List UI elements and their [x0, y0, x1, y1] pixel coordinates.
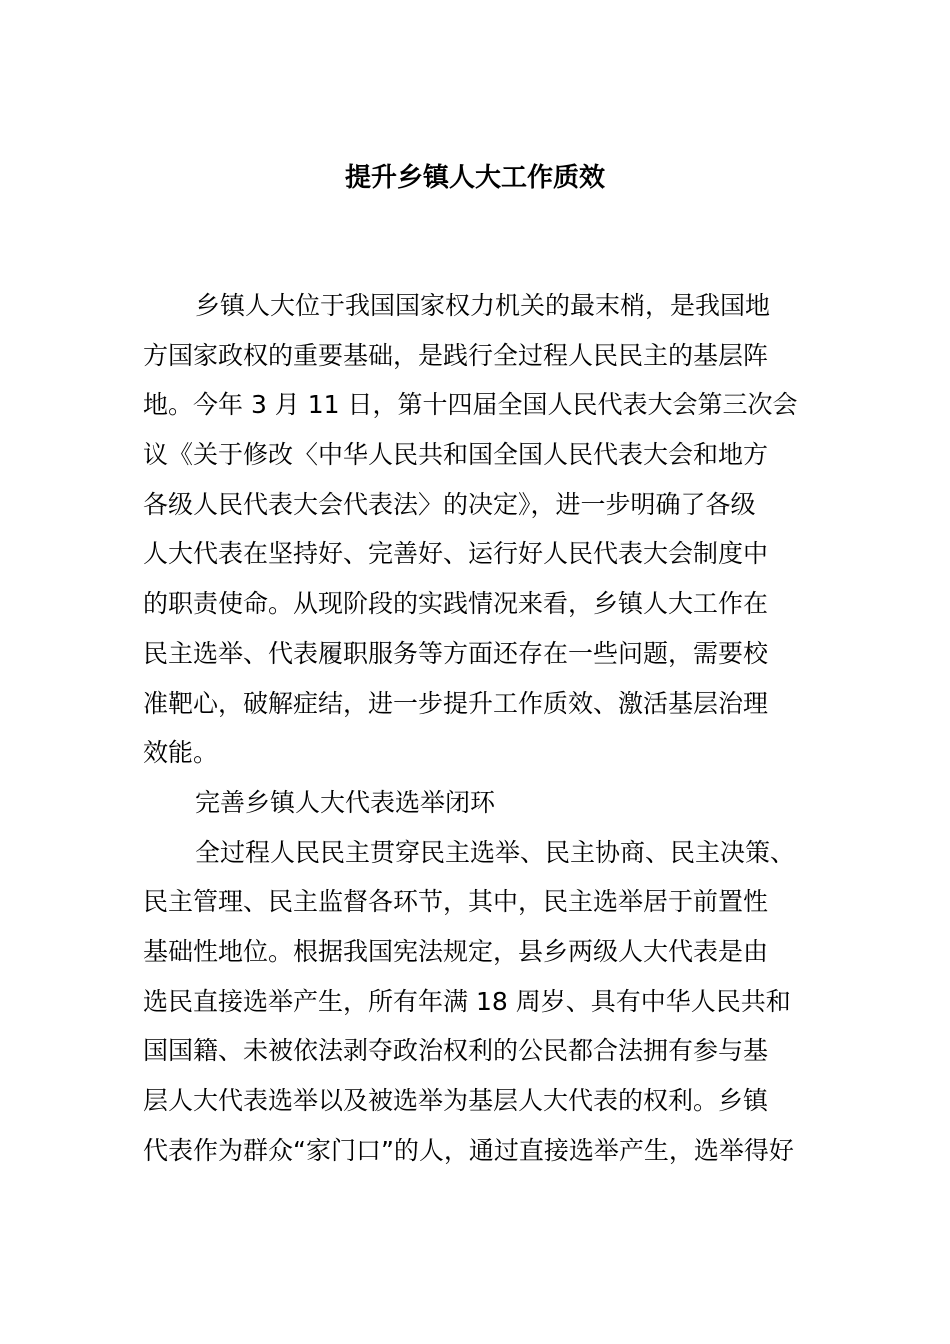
document-title: 提升乡镇人大工作质效	[344, 163, 605, 193]
paragraph-line: 基础性地位。根据我国宪法规定，县乡两级人大代表是由	[143, 936, 769, 966]
paragraph-line: 代表作为群众“家门口”的人，通过直接选举产生，选举得好	[143, 1135, 794, 1165]
paragraph-line: 地。今年 3 月 11 日，第十四届全国人民代表大会第三次会	[143, 390, 798, 420]
paragraph-line: 效能。	[143, 738, 219, 768]
paragraph-line: 选民直接选举产生，所有年满 18 周岁、具有中华人民共和	[143, 986, 791, 1016]
section-heading: 完善乡镇人大代表选举闭环	[195, 787, 496, 817]
paragraph-line: 民主管理、民主监督各环节，其中，民主选举居于前置性	[143, 887, 769, 917]
paragraph-line: 层人大代表选举以及被选举为基层人大代表的权利。乡镇	[143, 1086, 769, 1115]
paragraph-line: 国国籍、未被依法剥夺政治权利的公民都合法拥有参与基	[143, 1036, 769, 1066]
paragraph-line: 乡镇人大位于我国国家权力机关的最末梢，是我国地	[195, 291, 771, 320]
paragraph-line: 的职责使命。从现阶段的实践情况来看，乡镇人大工作在	[143, 589, 769, 619]
paragraph-line: 方国家政权的重要基础，是践行全过程人民民主的基层阵	[143, 340, 769, 370]
paragraph-line: 全过程人民民主贯穿民主选举、民主协商、民主决策、	[195, 837, 796, 867]
document-body	[143, 281, 823, 1175]
paragraph-line: 议《关于修改〈中华人民共和国全国人民代表大会和地方	[143, 440, 769, 470]
paragraph-line: 准靶心，破解症结，进一步提升工作质效、激活基层治理	[143, 688, 769, 718]
paragraph-line: 民主选举、代表履职服务等方面还存在一些问题，需要校	[143, 638, 769, 668]
paragraph-line: 各级人民代表大会代表法〉的决定》，进一步明确了各级	[143, 489, 756, 519]
paragraph-line: 人大代表在坚持好、完善好、运行好人民代表大会制度中	[143, 539, 769, 569]
